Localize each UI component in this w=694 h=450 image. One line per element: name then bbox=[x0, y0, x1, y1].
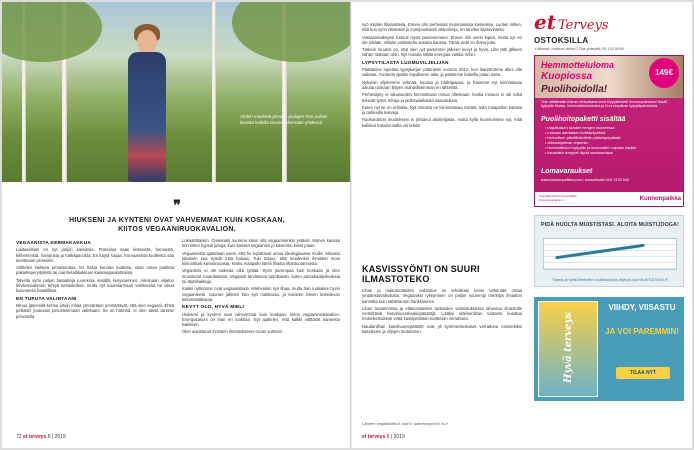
paragraph: Hiukseni ja kynteni ovat vahvemmat kuin koskaan, kiitos vegaaniruokavalion. Energiatasoni on ihan eri luokkaa. Nyt ajattelen, että kaikki välttävät kannesta kaikkeen. bbox=[182, 311, 340, 328]
sidebar-title: OSTOKSILLA bbox=[534, 36, 589, 45]
offer-item: • runsaan aamiaisen buffetpöydästä bbox=[545, 131, 636, 136]
page-footer bbox=[362, 434, 405, 440]
infobox-text bbox=[362, 288, 522, 334]
paragraph: Kuten nyt se on erilaista. Nyt minusta on kiinnostavaa miettiä, mitä maapallon kanssa ja tarkkailla kasveja. bbox=[362, 104, 522, 116]
notebook-image bbox=[543, 238, 677, 270]
right-body bbox=[362, 22, 522, 130]
paragraph: Tärkein muutos on, että olen nyt paremmin jälkeen kevyt ja hyvä. Liha jätti jälkeen vähän raskaan olon. Nyt minulla riittää energiaa vaikka mihin. bbox=[362, 47, 522, 58]
price-badge: 149€ bbox=[649, 58, 679, 88]
paragraph: Naudanlihan kasvihuonepäästöt ovat yli kymmenkertaiset verrattuna esimerkiksi kasviksien ja viljojen tuotantoon. bbox=[362, 323, 522, 335]
woman-figure bbox=[122, 12, 172, 182]
brand-terveys: Terveys bbox=[557, 18, 609, 33]
offer-list bbox=[545, 126, 636, 156]
right-page bbox=[352, 2, 692, 448]
offer-item: • herkullisen päivällisbuffetin päästöpöydästä bbox=[545, 136, 636, 141]
subheading: LYPSYTILASTA LUOMUVILJELIJÄN bbox=[362, 60, 449, 66]
paragraph: syö mitään lihatuotteita. Ennen olin perheissä moninaisissa kasveissa. Luotan siihen, että kun syön riittävästi ja monipuolisesti vitamiineja, en tarvitse lisäravinteita. bbox=[362, 22, 522, 33]
brand-logo bbox=[534, 10, 686, 34]
birch-trunk bbox=[212, 2, 216, 182]
paragraph: Veganismi ei ole vaikeaa eikä työlää. Syön parempaa kuin koskaan ja olen innostunut ruuanlaitosta. Vegaanit tarvitsevat tarjoiltavan, kuten parsakaalipihvaksia tai täytekakkuja. bbox=[182, 268, 340, 285]
paragraph: Nykyisin viljelemme vehnää, kauraa ja härkäpapua, ja haemme nyt kiinnostavia asioita ruokaan liittyen mahdollisimman eri lähteistä. bbox=[362, 79, 522, 90]
page-number: 72 bbox=[16, 434, 22, 440]
paragraph: Minua jäsennilä kertoa jotain mitaa ymmärtäen ymmärtävät, että olen vegaani. Ehkä pelkäsin joutuvani perustelemaan valintaani. Se on hölmöä, ei olen tässä tarvitse perustella. bbox=[16, 302, 174, 319]
ad-small-print: Kylpylähotelli Kunnonpaikka, Kunnonpaikantie 1 bbox=[539, 194, 578, 202]
ad-headline-2: Kuopiossa bbox=[541, 71, 593, 82]
infobox-title: KASVISSYÖNTI ON SUURI ILMASTOTEKO bbox=[362, 264, 480, 284]
offer-item: • kauantain lemppeli läydä savusaunaan bbox=[545, 151, 636, 156]
booking-contact[interactable]: www.kunnonpaikka.com / kunnolisalla 044 7476 540 bbox=[541, 178, 630, 182]
paragraph: Perheviljely ei aikuisuuteni kiinnostanut minua ollenkaan, koska minuun ei ole tullut tekevät työtä, tehoja ja pidempiaikaisia saavutuksia. bbox=[362, 92, 522, 103]
offer-item: • majoituksen kahden hengen huoneessa bbox=[545, 126, 636, 131]
column-1 bbox=[16, 238, 174, 337]
subheading: EN TUPUTA VALINTAANI bbox=[16, 296, 77, 302]
sources: Lähteet: vegaaniliitto.fi, wwf.fi, waterfootprint.fi, fs.fi bbox=[362, 422, 448, 426]
pull-quote-text: HIUKSENI JA KYNTENI OVAT VAHVEMMAT KUIN KOSKAAN, KIITOS VEGAANIRUOKAVALION. bbox=[69, 217, 285, 233]
magazine-logo: Hyvä terveys bbox=[562, 312, 574, 383]
quote-icon: ❞ bbox=[173, 198, 181, 214]
ad-headline: VIIHDY, VIISASTU bbox=[608, 303, 676, 312]
shopping-sidebar bbox=[534, 10, 686, 401]
left-page bbox=[2, 2, 352, 448]
ad-headline-2: JA VOI PAREMMIN! bbox=[605, 327, 679, 336]
offer-item: • viikkoohjelman ohjelmiin bbox=[545, 141, 636, 146]
body-columns bbox=[16, 238, 340, 337]
footer-issue: 6 | 2019 bbox=[386, 434, 405, 440]
ad-footer: Tutustu ja hanki Memoflex muistiharjoitus-kirjat ja osta MUISTIJOOGA.FI bbox=[551, 277, 669, 282]
subscribe-button[interactable]: TILAA NYT bbox=[616, 367, 670, 379]
booking-title: Lomavaraukset bbox=[541, 168, 593, 175]
subheading: KEVYT OLO, HYVÄ MIELI bbox=[182, 305, 245, 311]
ad-headline: PIDÄ HUOLTA MUISTISTASI. ALOITA MUISTIJOOGA! bbox=[540, 222, 680, 228]
foliage bbox=[2, 2, 102, 62]
sidebar-subtitle: Yritykset: mainos tähän? Ota yhteyttä 09 120 5090. bbox=[534, 46, 625, 51]
paragraph: Talvella syön paljon bataatteja juureksia, kesällä kesyvaennes. Aikoinaan viljaton leivänmaahtoon tehtyä kesäaleittoa, mutta nyt kauratarmaan vaihtaessa ne olivat kasvuessa haastillisia. bbox=[16, 277, 174, 294]
page-footer bbox=[16, 434, 66, 440]
ad-headline-3: Puolihoidolla! bbox=[541, 84, 608, 95]
paragraph: Kaikki nyttemme ovat vegaanistakin. Miehenikin syö lihaa, mutta hän ruokailee hyvin vegaanisesti. Saunan jälkeen hän syö makkaraa, ja toivoisin hänen kokeilevan kasvismakkaraa. bbox=[182, 286, 340, 302]
subheading: VEGAANISTA KERMAKAKKUA bbox=[16, 241, 92, 246]
paragraph: Lokaattittaisiin. Onnekasti nuorena kävin sitä vegaaninenkin ystäviä. Monen kanssa tein sitten kypsiä juttuja, kuin kanssa vegaanien ja kävimme kiinni jotain. bbox=[182, 238, 340, 249]
paragraph: Lautaselliani on nyt paljon kasviksia. Proteiinia saan linsseistä, herneistä, kikherneistä, hampusta ja härkäpavusta. En käytä soijaa. Korvaamista tuotteista saa tarvittavan proteiinin. bbox=[16, 247, 174, 263]
infobox bbox=[362, 264, 522, 336]
paragraph: Lihan tuotannossa ja eläimenlaisten tuotteiden valmistuksessa aiheutuu ilmastolle merkittäviä kasvihuonekaasupäästöjä. Lisäksi eläimenlihan tuotanto kuluttaa moninkertaisesti vettä kasviperäisiin tuotteisiin verrattuna. bbox=[362, 305, 522, 322]
paragraph: Välttelen kaikkea prosessoitua. En halua korvata tuotteita, vaan omaa joukkoa pakasteperyitykistä tai marmeladikakkuun kasvaispaaketteissa. bbox=[16, 265, 174, 276]
footer-brand: et terveys bbox=[362, 434, 386, 440]
ad-headline: Hemmotteluloma bbox=[541, 60, 615, 70]
brand-et: et bbox=[534, 10, 556, 34]
magazine-cover bbox=[538, 301, 598, 397]
ad-brandbar bbox=[535, 192, 684, 206]
foliage bbox=[232, 2, 352, 62]
hero-photo bbox=[2, 2, 352, 182]
footer-brand: et terveys bbox=[22, 434, 47, 440]
column-3 bbox=[362, 22, 522, 130]
ad-description: Tule viettämään ihanan rentouttava loma Kylpylähotelli Kunnonpaikkaan! Nautit kylpylän tiloista, hemmotteluhoidoista ja Kunnonpaikan kylpyläpalveluista. bbox=[541, 100, 668, 109]
column-2 bbox=[182, 238, 340, 337]
paragraph: Lihan ja maitotuotteiden valmistus on tehokkain keino vähentää omaa ympäristövaikutusta. Vegaaniksi ryhtyminen on paljon suurempi merkitys ilmaston kannalta kuin sähköauton hankkiminen. bbox=[362, 288, 522, 304]
magazine-subscription-ad[interactable] bbox=[534, 297, 684, 401]
spa-ad[interactable] bbox=[534, 55, 684, 207]
paragraph: Olen aavistanut ihmisten ilmestokseeni ruoan suhteen. bbox=[182, 329, 284, 335]
paragraph: Ruokavalioni muutokseni ei johtanut aloittelijasta, mutta kyllä huomioimme nyt, mitä kaikkea kasvisruoalla voi tehdä. bbox=[362, 117, 522, 128]
footer-issue: 6 | 2019 bbox=[47, 434, 66, 440]
pull-quote bbox=[2, 198, 352, 234]
paragraph: Vastaanotaksyssi tuttuus myös paranimmeen. Ennen olin usein kipeä, mutta nyt en ole mitään, mitään valmisteltu sairaita kanssa. Tämä vielä on ihana juttu. bbox=[362, 34, 522, 45]
offer-item: • hemmotteluun kylpylän ja kuntosalien vapaan käytön bbox=[545, 146, 636, 151]
offer-title: Puolihoitopaketti sisältää bbox=[541, 116, 626, 123]
paragraph: Vegaaneista ajattelaan usein, että he tuputtavat omaa ideologiaansa muille. Minusta jokainen saa syödä mitä haluaa. Tuki totuus, että muidenkin ihmisten moni kiinnostuisi kasvisruoasta, koska maapallo kärsii lihasta lihantuotannosta. bbox=[182, 250, 340, 267]
paragraph: Päättävine lopettaa lypsykarjan pitämisen vuonna 2012, kun laarettomme alkoi olla vaikeaa. Tuotanto ajettiin lopulliseen alas, ja päätimme kokeilla jotain uutta. bbox=[362, 67, 522, 78]
memory-ad[interactable] bbox=[534, 215, 684, 287]
photo-caption: Vlahin mielestä järvien, joulujen hän palsta kiertää kaikilla tavoin tekemään yhdessä. bbox=[240, 114, 327, 125]
ad-brand: Kunnonpaikka bbox=[639, 196, 681, 202]
